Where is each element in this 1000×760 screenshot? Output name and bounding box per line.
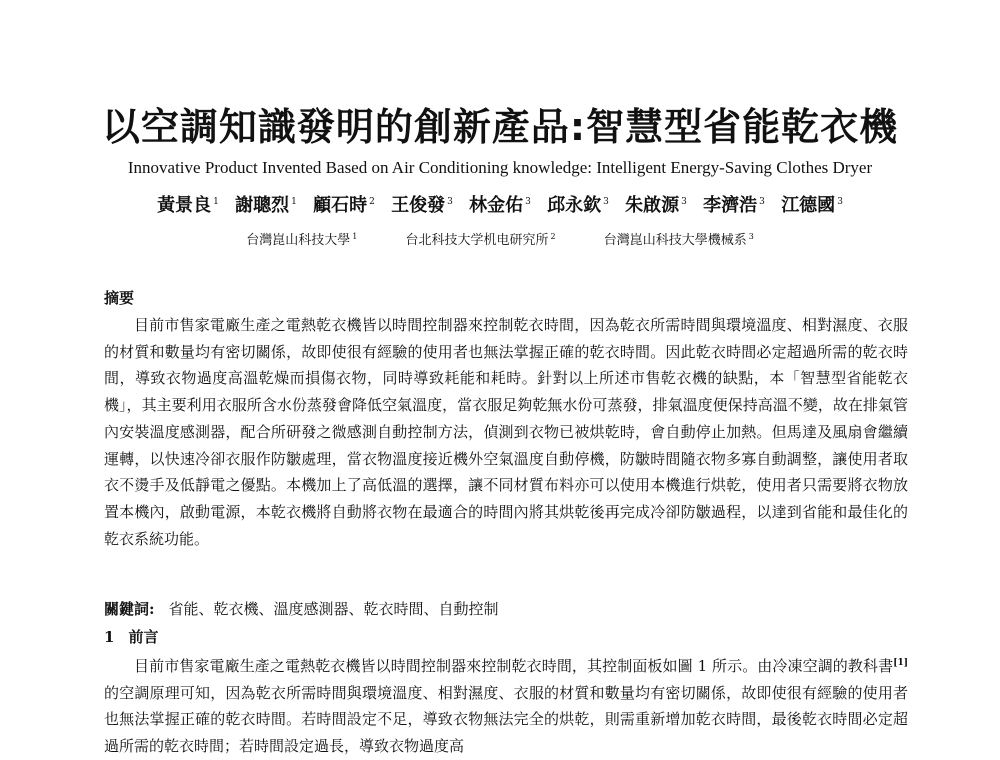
affiliation bbox=[604, 233, 754, 248]
intro-text-part: 的空調原理可知，因為乾衣所需時間與環境溫度、相對濕度、衣服的材質和數量均有密切關係，故即使很有經驗的使用者也無法掌握正確的乾衣時間。若時間設定不足，導致衣物無法完全的烘乾，則需重新增加乾衣時間，最後乾衣時間必定超過所需的乾衣時間；若時間設定過長，導致衣物過度高 bbox=[104, 683, 908, 756]
author-affil-mark: 1 bbox=[291, 197, 297, 207]
affiliation-name: 台灣崑山科技大學機械系 bbox=[603, 233, 747, 248]
affiliation-name: 台灣崑山科技大學 bbox=[246, 233, 351, 248]
author-affil-mark: 3 bbox=[759, 197, 765, 207]
author-name: 朱啟源 bbox=[625, 195, 680, 216]
affiliation-mark: 1 bbox=[352, 231, 358, 241]
affiliation bbox=[405, 233, 555, 248]
author bbox=[625, 195, 687, 216]
section-number: 1 bbox=[104, 628, 115, 646]
author bbox=[469, 195, 531, 216]
keywords-text: 省能、乾衣機、溫度感測器、乾衣時間、自動控制 bbox=[168, 600, 499, 618]
author bbox=[547, 195, 609, 216]
author-name: 邱永欽 bbox=[547, 195, 602, 216]
affiliation-mark: 2 bbox=[550, 231, 556, 241]
author-affil-mark: 3 bbox=[603, 197, 609, 207]
author-name: 李濟浩 bbox=[703, 195, 758, 216]
citation-ref[interactable]: [1] bbox=[893, 658, 908, 668]
author-affil-mark: 3 bbox=[681, 197, 687, 207]
author bbox=[391, 195, 453, 216]
introduction-body bbox=[104, 650, 908, 760]
author-affil-mark: 3 bbox=[837, 197, 843, 207]
author bbox=[781, 195, 843, 216]
author-name: 江德國 bbox=[781, 195, 836, 216]
section-heading-introduction bbox=[104, 626, 158, 647]
author bbox=[703, 195, 765, 216]
keywords bbox=[104, 598, 499, 619]
author-affil-mark: 3 bbox=[525, 197, 531, 207]
paper-subtitle: Innovative Product Invented Based on Air Conditioning knowledge: Intelligent Energy-Saving Clothes Dryer bbox=[127, 158, 873, 177]
affiliation-mark: 3 bbox=[748, 231, 754, 241]
author-name: 王俊發 bbox=[391, 195, 446, 216]
abstract-heading: 摘要 bbox=[104, 289, 135, 307]
author-list bbox=[0, 191, 1000, 217]
author-affil-mark: 3 bbox=[447, 197, 453, 207]
author bbox=[157, 195, 219, 216]
abstract-body: 目前市售家電廠生產之電熱乾衣機皆以時間控制器來控制乾衣時間，因為乾衣所需時間與環境溫度、相對濕度、衣服的材質和數量均有密切關係，故即使很有經驗的使用者也無法掌握正確的乾衣時間。因此乾衣時間必定超過所需的乾衣時間，導致衣物過度高溫乾燥而損傷衣物，同時導致耗能和耗時。針對以上所述市售乾衣機的缺點，本「智慧型省能乾衣機」，其主要利用衣服所含水份蒸發會降低空氣溫度，當衣服足夠乾無水份可蒸發，排氣溫度便保持高溫不變，故在排氣管內安裝溫度感測器，配合所研發之微感測自動控制方法，偵測到衣物已被烘乾時，會自動停止加熱。但馬達及風扇會繼續運轉，以快速冷卻衣服作防皺處理，當衣物溫度接近機外空氣溫度自動停機，防皺時間隨衣物多寡自動調整，讓使用者取衣不燙手及低靜電之優點。本機加上了高低溫的選擇，讓不同材質布料亦可以使用本機進行烘乾，使用者只需要將衣物放置本機內，啟動電源，本乾衣機將自動將衣物在最適合的時間內將其烘乾後再完成冷卻防皺過程，以達到省能和最佳化的乾衣系統功能。 bbox=[104, 316, 908, 548]
affiliation-list bbox=[0, 229, 1000, 248]
author bbox=[235, 195, 297, 216]
intro-text-part: 目前市售家電廠生產之電熱乾衣機皆以時間控制器來控制乾衣時間，其控制面板如圖 1 所示。由冷凍空調的教科書 bbox=[134, 657, 894, 675]
keywords-label: 關鍵詞: bbox=[104, 600, 155, 618]
author-name: 林金佑 bbox=[469, 195, 524, 216]
author-name: 謝聰烈 bbox=[235, 195, 290, 216]
paper-title: 以空調知識發明的創新產品:智慧型省能乾衣機 bbox=[101, 105, 899, 149]
author-affil-mark: 1 bbox=[213, 197, 219, 207]
affiliation-name: 台北科技大学机电研究所 bbox=[405, 233, 549, 248]
author-affil-mark: 2 bbox=[369, 197, 375, 207]
author-name: 顧石時 bbox=[313, 195, 368, 216]
affiliation bbox=[246, 233, 357, 248]
author bbox=[313, 195, 375, 216]
section-title: 前言 bbox=[128, 628, 159, 646]
author-name: 黃景良 bbox=[157, 195, 212, 216]
